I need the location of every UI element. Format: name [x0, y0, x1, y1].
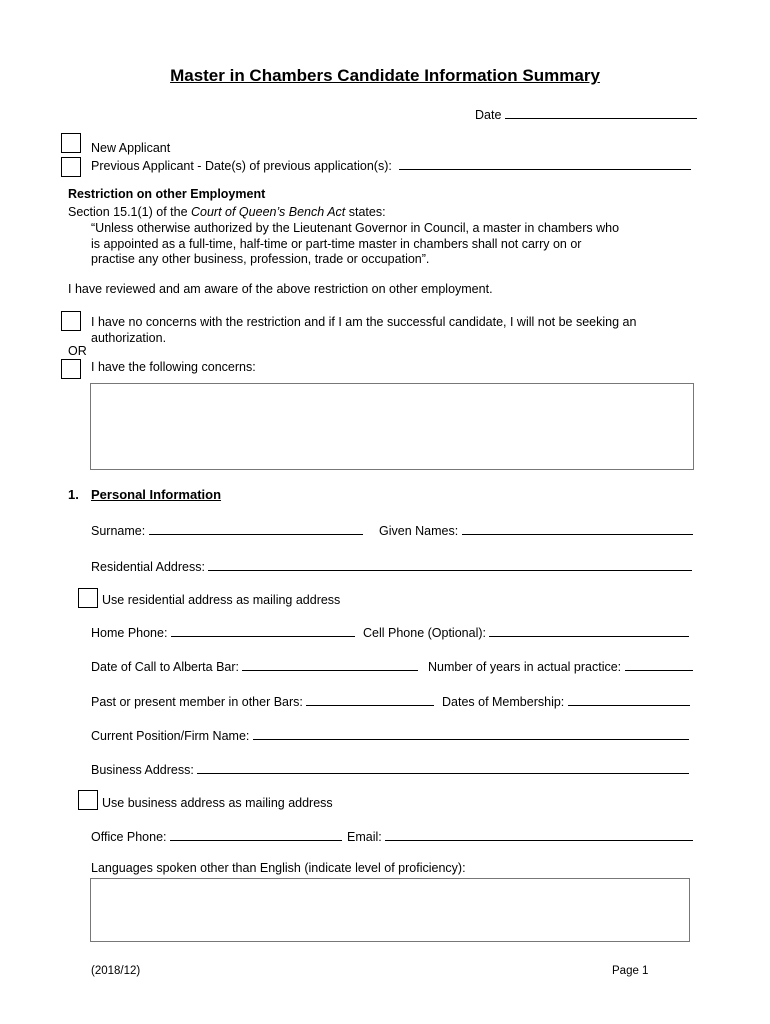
dates-membership-label: Dates of Membership: [442, 695, 565, 709]
cell-phone-field[interactable] [489, 624, 689, 637]
office-phone-row [91, 828, 342, 844]
other-bars-field[interactable] [306, 693, 434, 706]
dates-membership-field[interactable] [568, 693, 690, 706]
business-address-label: Business Address: [91, 763, 194, 777]
surname-row [91, 522, 363, 538]
current-position-row [91, 727, 689, 743]
date-row [475, 106, 697, 122]
previous-application-dates-field[interactable] [399, 157, 691, 170]
page-title: Master in Chambers Candidate Information Summary [170, 66, 600, 85]
home-phone-field[interactable] [171, 624, 355, 637]
home-phone-row [91, 624, 355, 640]
office-phone-label: Office Phone: [91, 830, 167, 844]
or-label: OR [68, 344, 87, 358]
residential-address-row [91, 558, 692, 574]
other-bars-row [91, 693, 434, 709]
section-number: 1. [68, 487, 79, 502]
home-phone-label: Home Phone: [91, 626, 168, 640]
surname-label: Surname: [91, 524, 146, 538]
date-label: Date [475, 108, 502, 122]
business-address-field[interactable] [197, 761, 689, 774]
other-bars-label: Past or present member in other Bars: [91, 695, 303, 709]
page-number: Page 1 [612, 965, 649, 977]
residential-address-label: Residential Address: [91, 560, 205, 574]
section-suffix: states: [345, 205, 386, 219]
use-residential-label: Use residential address as mailing address [102, 593, 341, 607]
cell-phone-label: Cell Phone (Optional): [363, 626, 486, 640]
date-field[interactable] [505, 106, 697, 119]
surname-field[interactable] [149, 522, 363, 535]
date-call-row [91, 658, 418, 674]
current-position-label: Current Position/Firm Name: [91, 729, 250, 743]
use-business-checkbox[interactable] [78, 790, 98, 810]
date-call-field[interactable] [242, 658, 418, 671]
quote-line-2: is appointed as a full-time, half-time or part-time master in chambers shall not carry on or [91, 236, 582, 251]
personal-information-heading: Personal Information [91, 487, 222, 502]
no-concerns-line-1: I have no concerns with the restriction and if I am the successful candidate, I will not be seeking an [91, 315, 637, 329]
no-concerns-checkbox[interactable] [61, 311, 81, 331]
new-applicant-label: New Applicant [91, 141, 171, 155]
residential-address-field[interactable] [208, 558, 692, 571]
previous-applicant-row [91, 157, 691, 173]
email-row [347, 828, 693, 844]
act-name: Court of Queen’s Bench Act [191, 205, 346, 219]
have-concerns-checkbox[interactable] [61, 359, 81, 379]
section-prefix: Section 15.1(1) of the [68, 205, 191, 219]
form-version: (2018/12) [91, 965, 141, 977]
have-concerns-label: I have the following concerns: [91, 360, 256, 374]
business-address-row [91, 761, 689, 777]
given-names-row [379, 522, 693, 538]
languages-textarea[interactable] [90, 878, 690, 942]
restriction-quote [91, 221, 619, 268]
quote-line-3: practise any other business, profession, trade or occupation”. [91, 252, 430, 266]
years-practice-row [428, 658, 693, 674]
years-practice-field[interactable] [625, 658, 693, 671]
email-field[interactable] [385, 828, 693, 841]
use-residential-checkbox[interactable] [78, 588, 98, 608]
no-concerns-text [91, 315, 636, 346]
given-names-label: Given Names: [379, 524, 459, 538]
dates-membership-row [442, 693, 690, 709]
office-phone-field[interactable] [170, 828, 342, 841]
years-practice-label: Number of years in actual practice: [428, 660, 622, 674]
concerns-textarea[interactable] [90, 383, 694, 470]
given-names-field[interactable] [462, 522, 693, 535]
previous-applicant-checkbox[interactable] [61, 157, 81, 177]
email-label: Email: [347, 830, 382, 844]
restriction-heading: Restriction on other Employment [68, 187, 266, 201]
section-statement [68, 205, 386, 219]
use-business-label: Use business address as mailing address [102, 796, 333, 810]
new-applicant-checkbox[interactable] [61, 133, 81, 153]
reviewed-statement: I have reviewed and am aware of the above restriction on other employment. [68, 282, 493, 296]
languages-label: Languages spoken other than English (indicate level of proficiency): [91, 861, 466, 875]
date-call-label: Date of Call to Alberta Bar: [91, 660, 239, 674]
quote-line-1: “Unless otherwise authorized by the Lieutenant Governor in Council, a master in chambers who [91, 221, 620, 235]
previous-applicant-label: Previous Applicant - Date(s) of previous application(s): [91, 159, 392, 173]
cell-phone-row [363, 624, 689, 640]
current-position-field[interactable] [253, 727, 689, 740]
no-concerns-line-2: authorization. [91, 330, 167, 345]
